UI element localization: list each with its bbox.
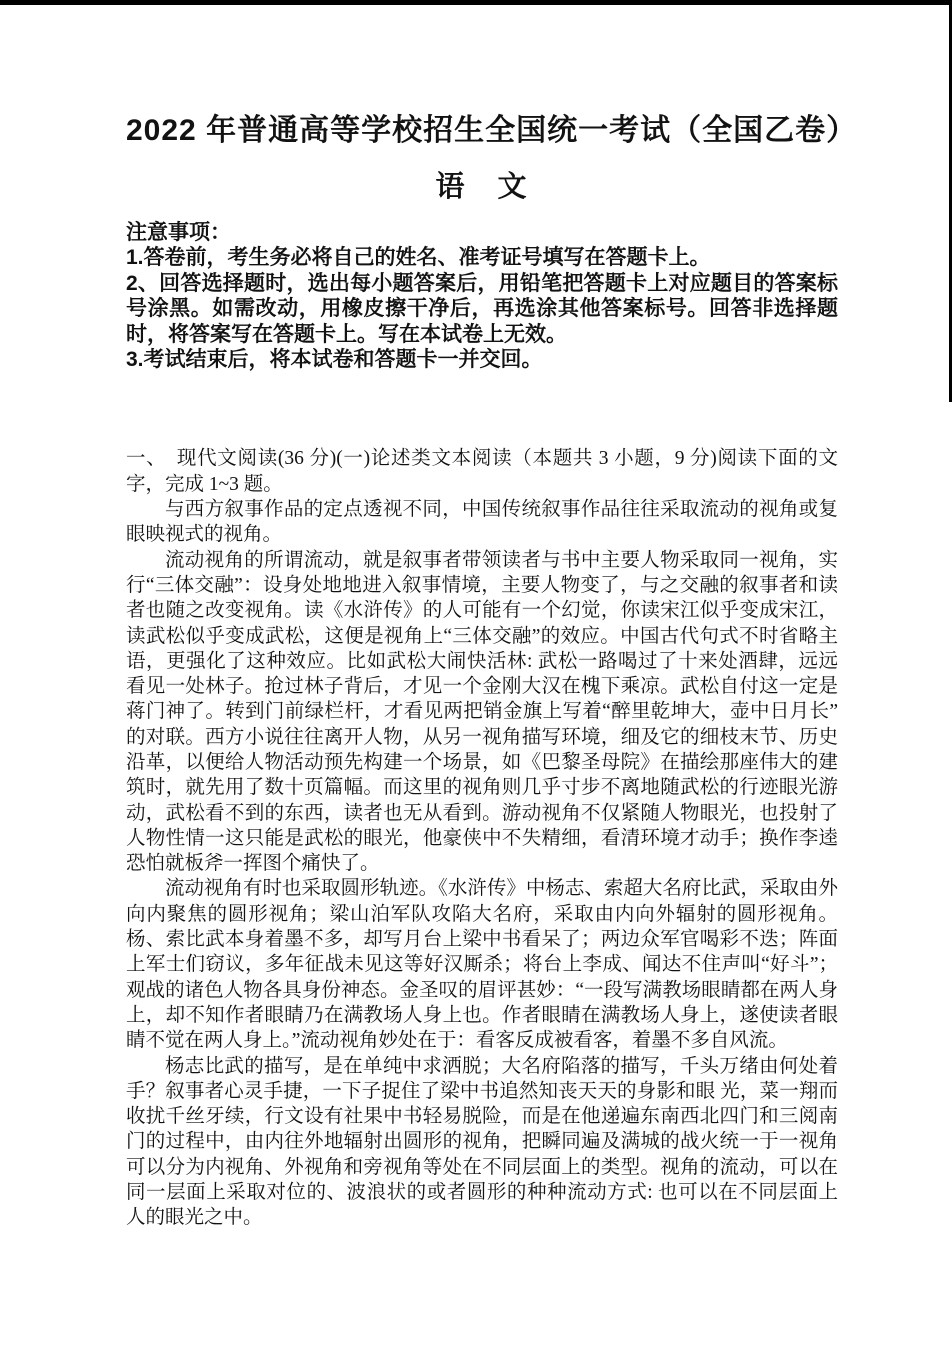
notice-item-3: 3.考试结束后，将本试卷和答题卡一并交回。	[126, 348, 543, 372]
scan-artifact-top-edge	[0, 0, 952, 5]
exam-title: 2022 年普通高等学校招生全国统一考试（全国乙卷）	[126, 114, 858, 147]
notice-item-1: 1.答卷前，考生务必将自己的姓名、准考证号填写在答题卡上。	[126, 246, 711, 270]
passage-paragraph-4: 杨志比武的描写，是在单纯中求洒脱；大名府陷落的描写，千头万绪由何处着手？叙事者心灵手捷，一下子捉住了梁中书追然知丧天天的身影和眼 光，菜一翔而收扰千丝牙续，行文设有社果中书轻易脱险，而是在他递遍东南西北四门和三阅南门的过程中，由内往外地辐射出圆形的视角，把瞬同遍及满城的战火统一于一视角可以分为内视角、外视角和旁视角等处在不同层面上的类型。视角的流动，可以在同一层面上采取对位的、波浪状的或者圆形的种种流动方式: 也可以在不同层面上人的眼光之中。	[126, 1055, 838, 1229]
passage-paragraph-2: 流动视角的所谓流动，就是叙事者带领读者与书中主要人物采取同一视角，实行“三体交融”：设身处地地进入叙事情境，主要人物变了，与之交融的叙事者和读者也随之改变视角。读《水浒传》的人可能有一个幻觉，你读宋江似乎变成宋江，读武松似乎变成武松，这便是视角上“三体交融”的效应。中国古代句式不时省略主语，更强化了这种效应。比如武松大闹快活林: 武松一路喝过了十来处酒肆，远远看见一处林子。抢过林子背后，才见一个金刚大汉在槐下乘凉。武松自付这一定是蒋门神了。转到门前绿栏杆，才看见两把销金旗上写着“醉里乾坤大，壶中日月长”的对联。西方小说往往离开人物，从另一视角描写环境，细及它的细枝末节、历史沿革，以便给人物活动预先构建一个场景，如《巴黎圣母院》在描绘那座伟大的建筑时，就先用了数十页篇幅。而这里的视角则几乎寸步不离地随武松的行迹眼光游动，武松看不到的东西，读者也无从看到。游动视角不仅紧随人物眼光，也投射了人物性情一这只能是武松的眼光，他豪侠中不失精细，看清环境才动手；换作李逵恐怕就板斧一挥图个痛快了。	[126, 549, 838, 875]
section-heading: 一、 现代文阅读(36 分)(一)论述类文本阅读（本题共 3 小题，9 分)阅读下面的文字，完成 1~3 题。	[126, 448, 838, 495]
reading-section	[126, 446, 838, 1230]
page-content	[126, 0, 858, 1231]
notice-section	[126, 220, 838, 372]
subject-title: 语 文	[435, 171, 529, 203]
passage-paragraph-3: 流动视角有时也采取圆形轨迹。《水浒传》中杨志、索超大名府比武，采取由外向内聚焦的圆形视角；梁山泊军队攻陷大名府，采取由内向外辐射的圆形视角。杨、索比武本身着墨不多，却写月台上梁中书看呆了；两边众军官喝彩不迭；阵面上军士们窃议，多年征战未见这等好汉厮杀；将台上李成、闻达不住声叫“好斗”；观战的诸色人物各具身份神态。金圣叹的眉评甚妙：“一段写满教场眼睛都在两人身上，却不知作者眼睛乃在满教场人身上也。作者眼睛在满教场人身上，遂使读者眼睛不觉在两人身上。”流动视角妙处在于：看客反成被看客，着墨不多自风流。	[126, 878, 838, 1052]
notice-item-2: 2、回答选择题时，选出每小题答案后，用铅笔把答题卡上对应题目的答案标号涂黑。如需改动，用橡皮擦干净后，再选涂其他答案标号。回答非选择题时，将答案写在答题卡上。写在本试卷上无效。	[126, 271, 838, 346]
passage-paragraph-1: 与西方叙事作品的定点透视不同，中国传统叙事作品往往采取流动的视角或复眼映视式的视角。	[126, 499, 838, 546]
notice-heading: 注意事项：	[126, 221, 231, 244]
